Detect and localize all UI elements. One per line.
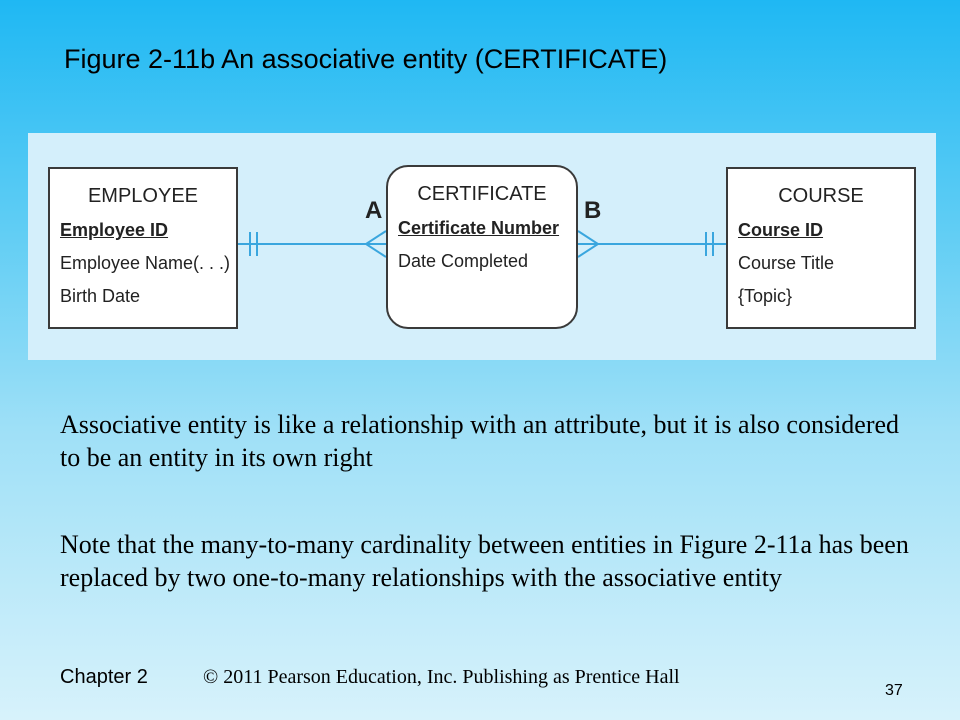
attribute: {Topic} (738, 286, 793, 306)
relationship-label-a: A (365, 197, 383, 224)
attribute: Employee Name(. . .) (60, 253, 231, 273)
entity-employee (48, 167, 238, 329)
footer-copyright: © 2011 Pearson Education, Inc. Publishing as Prentice Hall (203, 666, 680, 688)
footer-chapter: Chapter 2 (60, 666, 148, 688)
attribute: Date Completed (398, 251, 529, 271)
explanation-paragraph: Associative entity is like a relationship with an attribute, but it is also considered to be an entity in its own right (60, 410, 900, 472)
page-number: 37 (885, 682, 903, 699)
attribute: Course Title (738, 253, 835, 273)
relationship-label-b: B (584, 197, 602, 224)
attribute: Birth Date (60, 286, 141, 306)
primary-key-attribute: Employee ID (60, 220, 169, 240)
entity-name: EMPLOYEE (87, 185, 199, 207)
entity-certificate (386, 165, 578, 329)
slide-title: Figure 2-11b An associative entity (CERTIFICATE) (64, 44, 668, 74)
entity-name: CERTIFICATE (417, 183, 547, 205)
note-paragraph: Note that the many-to-many cardinality between entities in Figure 2-11a has been replaced by two one-to-many relationships with the associative entity (60, 530, 909, 592)
entity-course (726, 167, 916, 329)
entity-name: COURSE (778, 185, 864, 207)
primary-key-attribute: Course ID (738, 220, 824, 240)
primary-key-attribute: Certificate Number (398, 218, 560, 238)
er-diagram (28, 133, 936, 360)
